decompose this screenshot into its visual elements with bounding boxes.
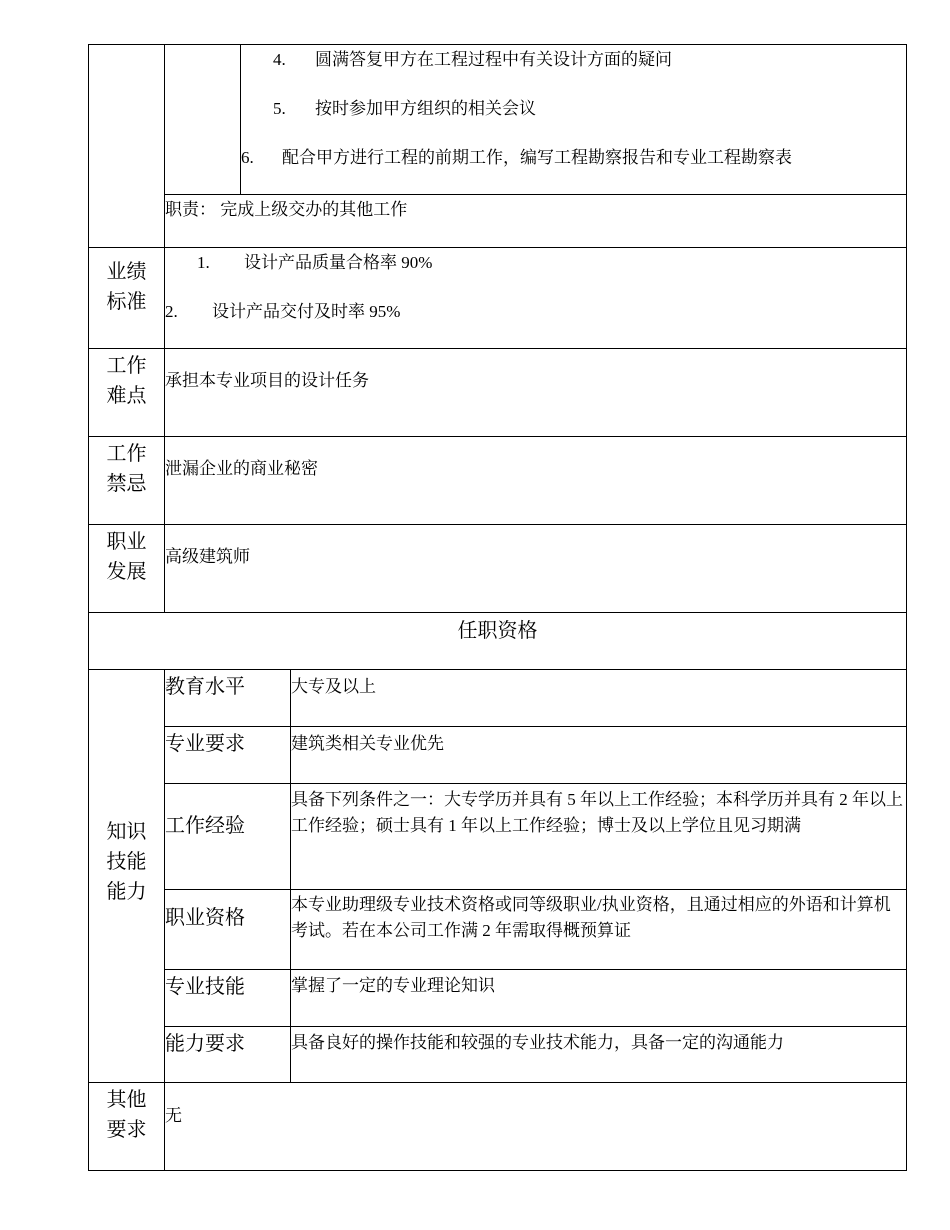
ability-label: 能力要求 (165, 1033, 245, 1055)
other-requirements-value: 无 (165, 1106, 182, 1125)
difficulty-label: 工作难点 (106, 355, 147, 407)
performance-item-number: 1. (197, 253, 210, 272)
duties-left-label-cell (88, 44, 165, 248)
other-requirements-value-cell (164, 1082, 907, 1171)
difficulty-value: 承担本专业项目的设计任务 (165, 371, 369, 390)
duty-other-text: 职责： 完成上级交办的其他工作 (165, 200, 408, 219)
major-value: 建筑类相关专业优先 (291, 734, 444, 753)
duty-item-4 (273, 47, 672, 73)
performance-item-text: 设计产品交付及时率 95% (212, 302, 401, 321)
duty-item-5 (273, 96, 536, 122)
education-value: 大专及以上 (291, 677, 376, 696)
performance-item-number: 2. (165, 302, 178, 321)
performance-item-text: 设计产品质量合格率 90% (244, 253, 433, 272)
duty-item-number: 5. (273, 99, 286, 118)
skills-label: 专业技能 (165, 976, 245, 998)
duty-item-text: 圆满答复甲方在工程过程中有关设计方面的疑问 (315, 50, 672, 69)
duty-item-number: 4. (273, 50, 286, 69)
duties-sub-label-cell (164, 44, 241, 195)
certification-value: 本专业助理级专业技术资格或同等级职业/执业资格，且通过相应的外语和计算机考试。若在本公司工作满 2 年需取得概预算证 (291, 895, 891, 940)
certification-label: 职业资格 (165, 907, 245, 929)
experience-value: 具备下列条件之一：大专学历并具有 5 年以上工作经验；本科学历并具有 2 年以上工作经验；硕士具有 1 年以上工作经验；博士及以上学位且见习期满 (291, 790, 903, 835)
duty-item-text: 配合甲方进行工程的前期工作，编写工程勘察报告和专业工程勘察表 (282, 148, 792, 167)
other-requirements-label: 其他要求 (106, 1089, 147, 1141)
major-label: 专业要求 (165, 733, 245, 755)
performance-item-1 (197, 250, 432, 276)
performance-label: 业绩标准 (106, 261, 147, 313)
duty-item-number: 6. (241, 148, 254, 167)
taboo-label: 工作禁忌 (106, 443, 147, 495)
taboo-value: 泄漏企业的商业秘密 (165, 459, 318, 478)
ability-value: 具备良好的操作技能和较强的专业技术能力，具备一定的沟通能力 (291, 1033, 784, 1052)
career-value: 高级建筑师 (165, 547, 250, 566)
education-label: 教育水平 (165, 676, 245, 698)
education-value-cell (290, 669, 907, 727)
qualification-title: 任职资格 (457, 620, 538, 642)
duty-item-6 (241, 145, 792, 171)
skills-value: 掌握了一定的专业理论知识 (291, 976, 495, 995)
duty-item-text: 按时参加甲方组织的相关会议 (315, 99, 536, 118)
career-content-cell (164, 524, 907, 613)
career-label: 职业发展 (106, 531, 147, 583)
performance-item-2 (165, 299, 400, 325)
experience-label: 工作经验 (165, 815, 245, 837)
qualification-group-label: 知识技能能力 (106, 821, 147, 903)
